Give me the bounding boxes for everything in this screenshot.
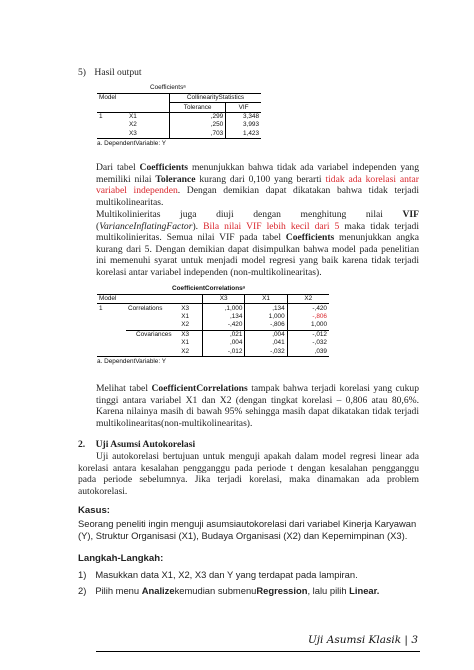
header-model: Model [97,94,127,103]
highlight-red: Bila nilai VIF lebih kecil dari 5 [203,220,340,232]
kasus-text: Seorang peneliti ingin menguji asumsiautokorelasi dari variabel Kinerja Karyawan (Y), Struktur Organisasi (X1), Budaya Organisasi (X2) dan Kepemimpinan (X3). [78,518,417,541]
header-tolerance: Tolerance [170,103,226,112]
coefficients-table [97,93,261,148]
table-note: a. DependentVariable: Y [97,139,167,147]
section-5-heading [78,67,142,79]
steps-title: Langkah-Langkah: [78,553,164,564]
correlations-table-title: CoefficientCorrelationsᵃ [172,285,246,292]
table-row: 1 Correlations X3 ,1,000 ,134 -,420 [99,304,327,312]
section-title: Hasil output [94,67,142,78]
highlight-red: tidak ada korelasi antar variabel independen [96,173,420,197]
table-row: X2 ,250 3,993 [129,121,259,129]
table-row: X2 -,012 -,032 ,039 [97,347,329,356]
table-row: X1 ,004 ,041 -,032 [181,339,327,347]
section-number: 5) [78,67,86,78]
section-number: 2. [78,439,86,450]
paragraph-tolerance: Dari tabel Coefficients menunjukkan bahwa tidak ada variabel independen yang memiliki nilai Tolerance kurang dari 0,100 yang berarti tidak ada korelasi antar variabel independen. Dengan demikian dapat dikatakan bahwa tidak terjadi multikolinearitas. [96,162,420,208]
coefficients-table-title: Coefficientsᵃ [150,84,186,91]
table-row: 1 X1 ,299 3,348 [99,112,259,120]
table-row: X1 ,134 1,000 -,806 [181,312,327,320]
section-2-heading [78,439,195,451]
step-1: 1) Masukkan data X1, X2, X3 dan Y yang terdapat pada lampiran. [78,569,358,580]
footer-divider [96,651,420,652]
paragraph-autocorrelation: Uji autokorelasi bertujuan untuk menguji apakah dalam model regresi linear ada korelasi antara kesalahan pengganggu pada periode t dengan kesalahan pengganggu pada periode sebelumnya. Jika terjadi korelasi, maka dinamakan ada problem autokorelasi. [78,451,419,497]
table-note: a. DependentVariable: Y [97,357,167,365]
kasus-title: Kasus: [78,505,110,516]
section-title: Uji Asumsi Autokorelasi [95,439,196,450]
step-2: 2) Pilih menu Analizekemudian submenuRegression, lalu pilih Linear. [78,585,380,596]
paragraph-correlations: Melihat tabel CoefficientCorrelations tampak bahwa terjadi korelasi yang cukup tinggi antara variabel X1 dan X2 (dengan tingkat korelasi – 0,806 atau 80,6%. Karena nilainya masih di bawah 95% sehingga masih dapat dikatakan tidak terjadi multikolinearitas(non-multikolinearitas). [96,383,419,429]
coefficient-correlations-table: Model X3 X1 X2 1 Correlations X3 ,1,000 ,134 -,420 X1 ,134 1,000 -,806 X2 -,420 -,806 1,000 Covariances X3 ,021 ,004 -,012 X1 ,004 ,041 -,032 X2 -,012 -,032 ,039 a. DependentVariable: Y [97,295,327,365]
highlight-red: -,806 [312,312,327,320]
table-row: Covariances X3 ,021 ,004 -,012 [136,330,327,338]
table-row: X2 -,420 -,806 1,000 [97,321,329,330]
page-footer: Uji Asumsi Klasik | 3 [307,634,418,646]
paragraph-vif: Multikolinieritas juga diuji dengan menghitung nilai VIF (VarianceInflatingFactor). Bila nilai VIF lebih kecil dari 5 maka tidak terjadi multikolinieritas. Semua nilai VIF pada tabel Coefficients menunjukkan angka kurang dari 5. Dengan demikian dapat disimpulkan bahwa model pada penelitian ini memenuhi syarat untuk menjadi model regresi yang baik karena tidak terjadi korelasi antar variabel independen (non-multikolinearitas). [96,209,419,278]
header-model: Model [97,295,126,304]
table-row: X3 ,703 1,423 [97,130,261,139]
header-vif: VIF [226,103,261,112]
header-collinearity: CollinearityStatistics [170,94,262,103]
